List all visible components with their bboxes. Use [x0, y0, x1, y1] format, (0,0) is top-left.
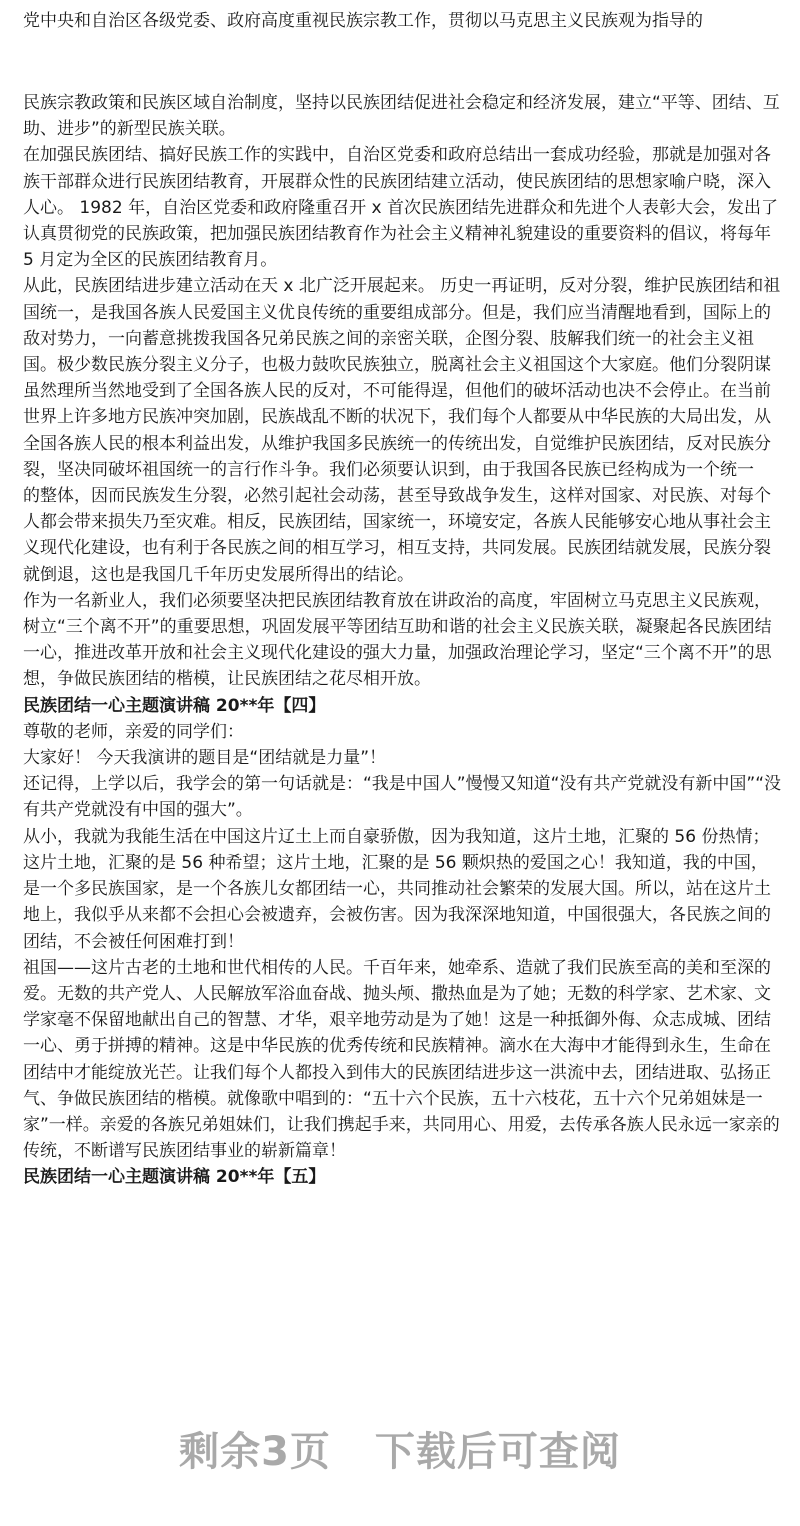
section-heading-five: 民族团结一心主题演讲稿 20**年【五】	[23, 1167, 326, 1188]
paragraph: 大家好！ 今天我演讲的题目是“团结就是力量”！	[23, 748, 387, 769]
top-partial-line: 党中央和自治区各级党委、政府高度重视民族宗教工作，贯彻以马克思主义民族观为指导的	[23, 11, 703, 31]
section-heading-four: 民族团结一心主题演讲稿 20**年【四】	[23, 695, 326, 716]
paragraph: 祖国——这片古老的土地和世代相传的人民。千百年来，她牵系、造就了我们民族至高的美和至深的爱。无数的共产党人、人民解放军浴血奋战、抛头颅、撒热血是为了她；无数的科学家、艺术家、文学家毫不保留地献出自己的智慧、才华，艰辛地劳动是为了她！这是一种抵御外侮、众志成城、团结一心、勇于拼搏的精神。这是中华民族的优秀传统和民族精神。滴水在大海中才能得到永生，生命在团结中才能绽放光芒。让我们每个人都投入到伟大的民族团结进步这一洪流中去，团结进取、弘扬正气、争做民族团结的楷模。就像歌中唱到的：“五十六个民族，五十六枝花，五十六个兄弟姐妹是一家”一样。亲爱的各族兄弟姐妹们，让我们携起手来，共同用心、用爱，去传承各族人民永远一家亲的传统，不断谱写民族团结事业的崭新篇章！	[23, 957, 780, 1162]
paragraph: 的整体，因而民族发生分裂，必然引起社会动荡，甚至导致战争发生，这样对国家、对民族、对每个人都会带来损失乃至灾难。相反，民族团结，国家统一，环境安定，各族人民能够安心地从事社会主义现代化建设，也有利于各民族之间的相互学习，相互支持，共同发展。民族团结就发展，民族分裂就倒退，这也是我国几千年历史发展所得出的结论。	[23, 486, 771, 585]
paragraph: 作为一名新业人，我们必须要坚决把民族团结教育放在讲政治的高度，牢固树立马克思主义民族观，树立“三个离不开”的重要思想，巩固发展平等团结互助和谐的社会主义民族关联，凝聚起各民族团结一心，推进改革开放和社会主义现代化建设的强大力量，加强政治理论学习，坚定“三个离不开”的思想，争做民族团结的楷模，让民族团结之花尽相开放。	[23, 590, 772, 690]
paragraph: 从小，我就为我能生活在中国这片辽土上而自豪骄傲，因为我知道，这片土地，汇聚的 56 份热情；这片土地，汇聚的是 56 种希望；这片土地，汇聚的是 56 颗炽热的爱国之心！我知道，我的中国，是一个多民族国家，是一个各族儿女都团结一心，共同推动社会繁荣的发展大国。所以，站在这片土地上，我似乎从来都不会担心会被遗弃，会被伤害。因为我深深地知道，中国很强大，各民族之间的团结，不会被任何困难打到！	[23, 826, 771, 952]
remaining-pages-label: 剩余3页	[179, 1429, 331, 1475]
paragraph: 从此，民族团结进步建立活动在天 x 北广泛开展起来。 历史一再证明，反对分裂，维护民族团结和祖国统一，是我国各族人民爱国主义优良传统的重要组成部分。但是，我们应当清醒地看到，国际上的敌对势力，一向蓄意挑拨我国各兄弟民族之间的亲密关联，企图分裂、肢解我们统一的社会主义祖国。极少数民族分裂主义分子，也极力鼓吹民族独立，脱离社会主义祖国这个大家庭。他们分裂阴谋虽然理所当然地受到了全国各族人民的反对，不可能得逞，但他们的破坏活动也决不会停止。在当前世界上许多地方民族冲突加剧，民族战乱不断的状况下，我们每个人都要从中华民族的大局出发，从全国各族人民的根本利益出发，从维护我国多民族统一的传统出发，自觉维护民族团结，反对民族分裂，坚决同破坏祖国统一的言行作斗争。我们必须要认识到，由于我国各民族已经构成为一个统一	[23, 276, 781, 480]
paragraph: 还记得，上学以后，我学会的第一句话就是：“我是中国人”慢慢又知道“没有共产党就没有新中国”“没有共产党就没有中国的强大”。	[23, 774, 782, 821]
paragraph: 在加强民族团结、搞好民族工作的实践中，自治区党委和政府总结出一套成功经验，那就是加强对各族干部群众进行民族团结教育，开展群众性的民族团结建立活动，使民族团结的思想家喻户晓，深入人心。 1982 年，自治区党委和政府隆重召开 x 首次民族团结先进群众和先进个人表彰大会，发出了认真贯彻党的民族政策，把加强民族团结教育作为社会主义精神礼貌建设的重要资料的倡议，将每年 5 月定为全区的民族团结教育月。	[23, 145, 778, 271]
paragraph: 尊敬的老师，亲爱的同学们：	[23, 721, 244, 742]
paragraph: 民族宗教政策和民族区域自治制度，坚持以民族团结促进社会稳定和经济发展，建立“平等、团结、互助、进步”的新型民族关联。	[23, 93, 780, 140]
download-to-view-label: 下载后可查阅	[374, 1429, 621, 1475]
download-prompt[interactable]	[0, 1420, 800, 1477]
document-body	[23, 90, 783, 1191]
